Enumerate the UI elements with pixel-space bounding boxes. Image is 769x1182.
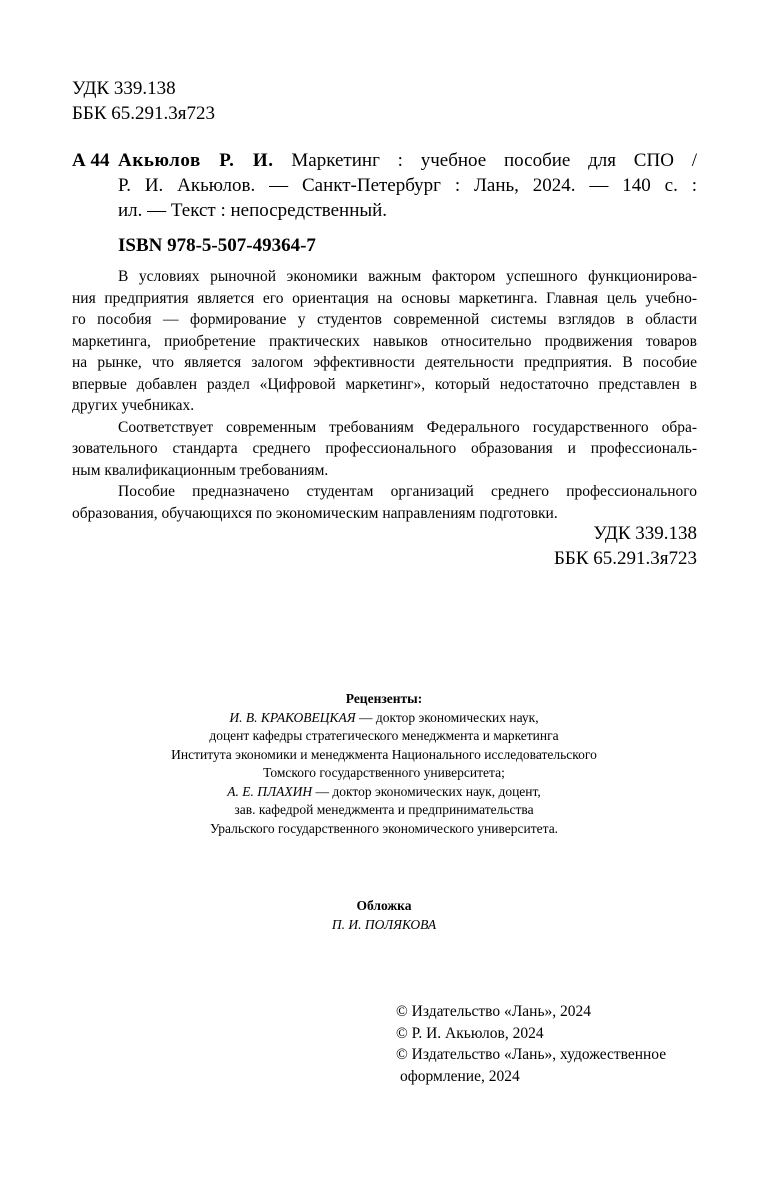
copyright-line: © Р. И. Акьюлов, 2024 bbox=[396, 1024, 544, 1042]
copyright-line: © Издательство «Лань», художественное bbox=[396, 1046, 667, 1063]
reviewers-heading: Рецензенты: bbox=[345, 691, 423, 706]
abstract-line: впервые добавлен раздел «Цифровой маркетинг», который недостаточно представлен в bbox=[72, 375, 697, 393]
copyright-line: оформление, 2024 bbox=[400, 1067, 520, 1085]
abstract-line: маркетинга, приобретение практических навыков относительно продвижения товаров bbox=[72, 332, 697, 350]
reviewer-2-line-2: зав. кафедрой менеджмента и предпринимательства bbox=[234, 802, 534, 817]
reviewer-2-name: А. Е. ПЛАХИН bbox=[227, 783, 313, 799]
bottom-bbk-code: ББК 65.291.3я723 bbox=[554, 548, 697, 569]
reviewer-1-degree: — доктор экономических наук, bbox=[355, 709, 539, 725]
reviewers-block bbox=[100, 690, 668, 838]
isbn: ISBN 978-5-507-49364-7 bbox=[118, 235, 316, 256]
reviewer-1-line-2: доцент кафедры стратегического менеджмента и маркетинга bbox=[209, 728, 559, 743]
abstract-paragraph-3 bbox=[72, 481, 697, 524]
reviewer-1-line-4: Томского государственного университета; bbox=[263, 765, 505, 780]
cover-designer: П. И. ПОЛЯКОВА bbox=[331, 916, 437, 932]
copyright-block bbox=[396, 1001, 666, 1087]
reviewer-2-line-3: Уральского государственного экономического университета. bbox=[209, 820, 559, 836]
cover-heading: Обложка bbox=[356, 898, 412, 913]
bibliographic-entry-line-3: ил. — Текст : непосредственный. bbox=[118, 200, 388, 221]
abstract-line: Пособие предназначено студентам организаций среднего профессионального bbox=[118, 483, 697, 500]
reviewer-2-degree: — доктор экономических наук, доцент, bbox=[312, 783, 541, 799]
reviewer-1-line-1 bbox=[100, 709, 668, 728]
bottom-udk-code: УДК 339.138 bbox=[593, 523, 697, 544]
abstract-line: В условиях рыночной экономики важным фактором успешного функционирова- bbox=[118, 268, 697, 285]
abstract-line: ным квалификационным требованиям. bbox=[72, 461, 329, 479]
reviewer-1-line-3: Института экономики и менеджмента Национального исследовательского bbox=[171, 746, 597, 762]
author-name: Акьюлов Р. И. bbox=[118, 150, 274, 171]
author-mark: А 44 bbox=[72, 150, 110, 171]
copyright-line: © Издательство «Лань», 2024 bbox=[396, 1003, 592, 1020]
abstract-line: других учебниках. bbox=[72, 397, 195, 414]
reviewer-1-name: И. В. КРАКОВЕЦКАЯ bbox=[229, 709, 356, 725]
abstract-paragraph-2 bbox=[72, 417, 697, 482]
title-line-1: Маркетинг : учебное пособие для СПО / bbox=[291, 150, 697, 171]
top-classification-codes bbox=[72, 76, 215, 126]
abstract-line: ния предприятия является его ориентация на основы маркетинга. Главная цель учебно- bbox=[72, 289, 697, 307]
abstract-line: на рынке, что является залогом эффективности деятельности предприятия. В пособие bbox=[72, 354, 697, 371]
reviewer-2-line-1 bbox=[100, 783, 668, 802]
abstract-line: Соответствует современным требованиям Федерального государственного обра- bbox=[118, 418, 697, 436]
bibliographic-entry-line-2: Р. И. Акьюлов. — Санкт-Петербург : Лань, 2024. — 140 с. : bbox=[118, 175, 697, 196]
cover-block bbox=[284, 897, 484, 934]
abstract-line: зовательного стандарта среднего профессионального образования и профессиональ- bbox=[72, 440, 697, 457]
bibliographic-entry-line-1 bbox=[118, 148, 697, 173]
abstract bbox=[72, 266, 697, 524]
abstract-line: образования, обучающихся по экономическим направлениям подготовки. bbox=[72, 504, 558, 522]
abstract-line: го пособия — формирование у студентов современной системы взглядов в области bbox=[72, 311, 697, 328]
top-udk-code: УДК 339.138 bbox=[72, 78, 176, 99]
abstract-paragraph-1 bbox=[72, 266, 697, 417]
bottom-classification-codes bbox=[440, 521, 697, 571]
top-bbk-code: ББК 65.291.3я723 bbox=[72, 103, 215, 124]
